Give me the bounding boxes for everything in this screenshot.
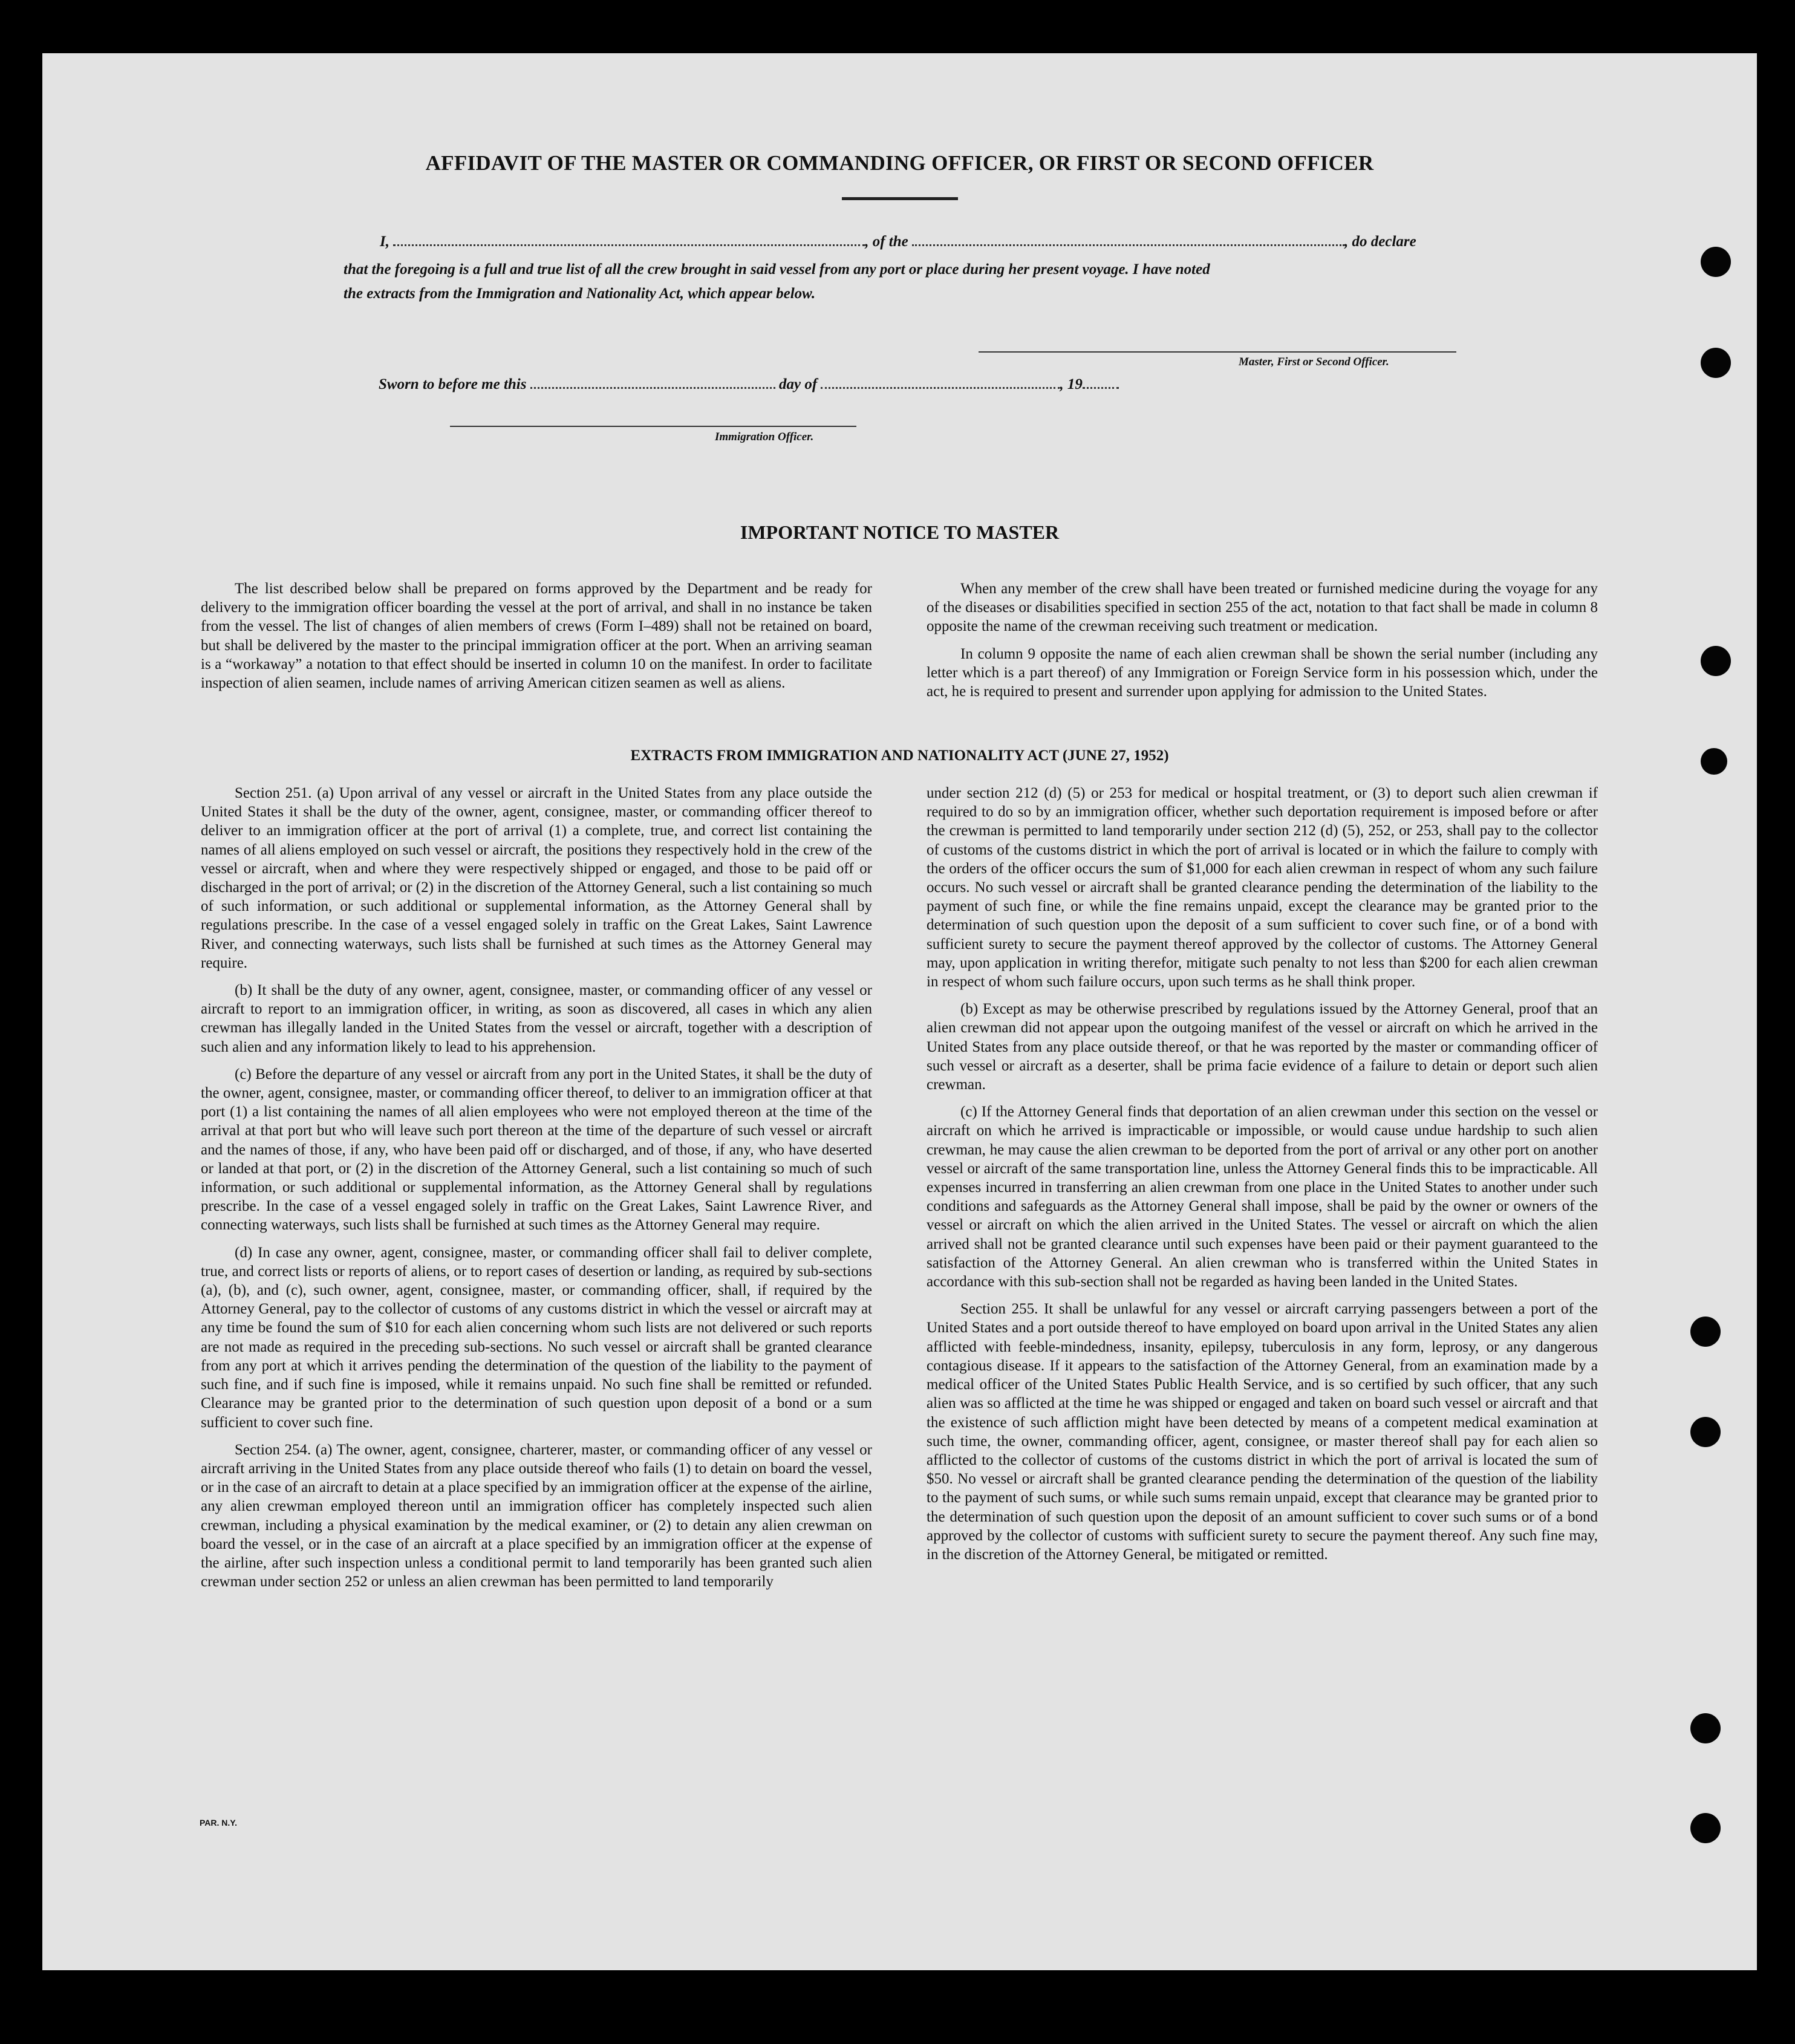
binder-hole	[1701, 646, 1731, 676]
master-signature-line[interactable]	[979, 351, 1456, 353]
master-signature-label: Master, First or Second Officer.	[1239, 356, 1389, 368]
extracts-right-column	[927, 784, 1598, 1572]
year-label: , 19	[1060, 376, 1083, 392]
binder-hole	[1690, 1813, 1721, 1843]
binder-hole	[1701, 748, 1727, 775]
i-label: I,	[380, 233, 389, 250]
master-name-field[interactable]	[393, 244, 865, 246]
sworn-label: Sworn to before me this	[379, 376, 527, 392]
binder-hole	[1701, 348, 1731, 378]
notice-left-column	[201, 579, 872, 701]
section-paragraph: (d) In case any owner, agent, consignee, master, or commanding officer shall fail to deliver complete, true, and correct lists or reports of aliens, or to report cases of desertion or landing, as required by sub-sections (a), (b), and (c), such owner, agent, consignee, master, or commanding officer, shall, if required by the Attorney General, pay to the collector of customs of any customs district in which the vessel or aircraft may at any time be found the sum of $10 for each alien concerning whom such lists are not delivered or such reports are not made as required in the preceding sub-sections. No such vessel or aircraft shall be granted clearance from any port at which it arrives pending the determination of the question of the liability to the payment of such fine, and if such fine is imposed, while it remains unpaid. No such fine shall be remitted or refunded. Clearance may be granted prior to the determination of such question upon deposit of a bond or a sum sufficient to cover such fine.	[201, 1244, 872, 1431]
vessel-name-field[interactable]	[912, 244, 1344, 246]
section-paragraph: (b) Except as may be otherwise prescribed by regulations issued by the Attorney General, proof that an alien crewman did not appear upon the outgoing manifest of the vessel or aircraft on which he arrived in the United States from any place outside thereof, or that he was reported by the master or commanding officer of such vessel or aircraft as a deserter, shall be prima facie evidence of a failure to detain or deport such alien crewman.	[927, 1001, 1598, 1093]
sworn-month-field[interactable]	[821, 387, 1060, 389]
notice-paragraph: In column 9 opposite the name of each alien crewman shall be shown the serial number (including any letter which is a part thereof) of any Immigration or Foreign Service form in his possession which, under the act, he is required to present and surrender upon applying for admission to the United States.	[927, 645, 1598, 700]
immigration-officer-label: Immigration Officer.	[715, 431, 814, 443]
notice-paragraph: When any member of the crew shall have been treated or furnished medicine during the voyage for any of the diseases or disabilities specified in section 255 of the act, notation to that fact shall be made in column 8 opposite the name of the crewman receiving such treatment or medication.	[927, 581, 1598, 635]
sworn-line	[379, 373, 1286, 397]
document-page	[42, 53, 1757, 1970]
extracts-title: EXTRACTS FROM IMMIGRATION AND NATIONALITY ACT (JUNE 27, 1952)	[630, 747, 1169, 764]
section-paragraph: Section 255. It shall be unlawful for any vessel or aircraft carrying passengers between a port of the United States and a port outside thereof to have employed on board upon arrival in the United States any alien afflicted with feeble-mindedness, insanity, epilepsy, tuberculosis in any form, leprosy, or any dangerous contagious disease. If it appears to the satisfaction of the Attorney General, from an examination made by a medical officer of the United States Public Health Service, and is so certified by such officer, that any such alien was so afflicted at the time he was shipped or engaged and taken on board such vessel or aircraft and that the existence of such affliction might have been detected by means of a competent medical examination at such time, the owner, commanding officer, agent, consignee, or master thereof shall pay for each alien so afflicted to the collector of customs of the customs district in which the port of arrival is located the sum of $50. No vessel or aircraft shall be granted clearance pending the determination of the question of the liability to the payment of such sums, or while such sums remain unpaid, except that clearance may be granted prior to the determination of such question upon the deposit of an amount sufficient to cover such sums or of a bond approved by the collector of customs with sufficient surety to secure the payment thereof. Any such fine may, in the discretion of the Attorney General, be mitigated or remitted.	[927, 1301, 1598, 1563]
binder-hole	[1690, 1417, 1721, 1447]
notice-right-column	[927, 579, 1598, 709]
extracts-left-column	[201, 784, 872, 1600]
affidavit-title: AFFIDAVIT OF THE MASTER OR COMMANDING OFFICER, OR FIRST OR SECOND OFFICER	[425, 151, 1374, 175]
declare-label: , do declare	[1344, 233, 1416, 250]
sworn-year-field[interactable]	[1083, 387, 1119, 389]
section-paragraph: (c) If the Attorney General finds that deportation of an alien crewman under this section on the vessel or aircraft on which he arrived is impracticable or impossible, or would cause undue hardship to such alien crewman, he may cause the alien crewman to be deported from the port of arrival or any other port on another vessel or aircraft of the same transportation line, unless the Attorney General finds this to be impracticable. All expenses incurred in transferring an alien crewman from one place in the United States to another under such conditions and safeguards as the Attorney General shall impose, shall be paid by the owner or owners of the vessel or aircraft on which the alien arrived in the United States. The vessel or aircraft on which the alien arrived shall not be granted clearance until such expenses have been paid or their payment guaranteed to the satisfaction of the Attorney General. An alien crewman who is transferred within the United States in accordance with this sub-section shall not be regarded as having been landed in the United States.	[927, 1104, 1598, 1291]
section-paragraph: Section 254. (a) The owner, agent, consignee, charterer, master, or commanding officer of any vessel or aircraft arriving in the United States from any place outside thereof who fails (1) to detain on board the vessel, or in the case of an aircraft to detain at a place specified by an immigration officer at the expense of the airline, any alien crewman employed thereon until an immigration officer has completely inspected such alien crewman, including a physical examination by the medical examiner, or (2) to detain any alien crewman on board the vessel, or in the case of an aircraft at a place specified by an immigration officer at the expense of the airline, after such inspection unless a conditional permit to land temporarily has been granted such alien crewman under section 252 or unless an alien crewman has been permitted to land temporarily	[201, 1441, 872, 1590]
section-paragraph: Section 251. (a) Upon arrival of any vessel or aircraft in the United States from any place outside the United States it shall be the duty of the owner, agent, consignee, master, or commanding officer thereof to deliver to an immigration officer at the port of arrival (1) a complete, true, and correct list containing the names of all aliens employed on such vessel or aircraft, the positions they respectively hold in the crew of the vessel or aircraft, when and where they were respectively shipped or engaged, and those to be paid off or discharged in the port of arrival; or (2) in the discretion of the Attorney General, such a list containing so much of such information, or such additional or supplemental information, as the Attorney General shall by regulations prescribe. In the case of a vessel engaged solely in traffic on the Great Lakes, Saint Lawrence River, and connecting waterways, such lists shall be furnished at such times as the Attorney General may require.	[201, 785, 872, 971]
declaration-line	[380, 230, 1505, 254]
day-of-label: day of	[778, 376, 818, 392]
statement-line-2: the extracts from the Immigration and Nationality Act, which appear below.	[344, 285, 816, 302]
section-paragraph: (b) It shall be the duty of any owner, agent, consignee, master, or commanding officer of any vessel or aircraft to report to an immigration officer, in writing, as soon as discovered, all cases in which any alien crewman has illegally landed in the United States from the vessel or aircraft, together with a description of such alien and any information likely to lead to his apprehension.	[201, 982, 872, 1055]
sworn-day-field[interactable]	[530, 387, 775, 389]
statement-line-1: that the foregoing is a full and true list of all the crew brought in said vessel from any port or place during her present voyage. I have noted	[344, 261, 1210, 278]
title-rule	[842, 197, 958, 200]
immigration-officer-signature-line[interactable]	[450, 426, 856, 427]
notice-title: IMPORTANT NOTICE TO MASTER	[740, 521, 1060, 543]
printer-mark: PAR. N.Y.	[200, 1818, 237, 1828]
binder-hole	[1690, 1713, 1721, 1743]
section-paragraph: (c) Before the departure of any vessel or aircraft from any port in the United States, it shall be the duty of the owner, agent, consignee, master, or commanding officer thereof, to deliver to an immigration officer at that port (1) a list containing the names of all alien employees who were not employed thereon at the time of the arrival at that port but who will leave such port thereon at the time of the departure of such vessel or aircraft and the names of those, if any, who have been paid off or discharged, and of those, if any, who have deserted or landed at that port, or (2) in the discretion of the Attorney General, such a list containing so much of such information, or such additional or supplemental information, as the Attorney General shall by regulations prescribe. In the case of a vessel engaged solely in traffic on the Great Lakes, Saint Lawrence River, and connecting waterways, such lists shall be furnished at such times as the Attorney General may require.	[201, 1066, 872, 1234]
binder-hole	[1701, 247, 1731, 277]
section-paragraph: under section 212 (d) (5) or 253 for medical or hospital treatment, or (3) to deport such alien crewman if required to do so by an immigration officer, whether such deportation requirement is imposed before or after the crewman is permitted to land temporarily under section 212 (d) (5), 252, or 253, shall pay to the collector of customs of the customs district in which the port of arrival is located or in which the failure to comply with the orders of the officer occurs the sum of $1,000 for each alien crewman in respect of whom any such failure occurs. No such vessel or aircraft shall be granted clearance pending the determination of the liability to the payment of such fine, or while the fine remains unpaid, except the clearance may be granted prior to the determination of such question upon the deposit of a sum sufficient to cover such fine, or of a bond with sufficient surety to secure the payment thereof approved by the collector of customs. The Attorney General may, upon application in writing therefor, mitigate such penalty to not less than $200 for each alien crewman in respect of whom such failure occurs, upon such terms as he shall think proper.	[927, 785, 1598, 991]
binder-hole	[1690, 1317, 1721, 1347]
of-the-label: , of the	[865, 233, 908, 250]
notice-paragraph: The list described below shall be prepared on forms approved by the Department and be ready for delivery to the immigration officer boarding the vessel at the port of arrival, and shall in no instance be taken from the vessel. The list of changes of alien members of crews (Form I–489) shall not be retained on board, but shall be delivered by the master to the principal immigration officer at the port. When an arriving seaman is a “workaway” a notation to that effect should be inserted in column 10 on the manifest. In order to facilitate inspection of alien seamen, include names of arriving American citizen seamen as well as aliens.	[201, 581, 872, 692]
